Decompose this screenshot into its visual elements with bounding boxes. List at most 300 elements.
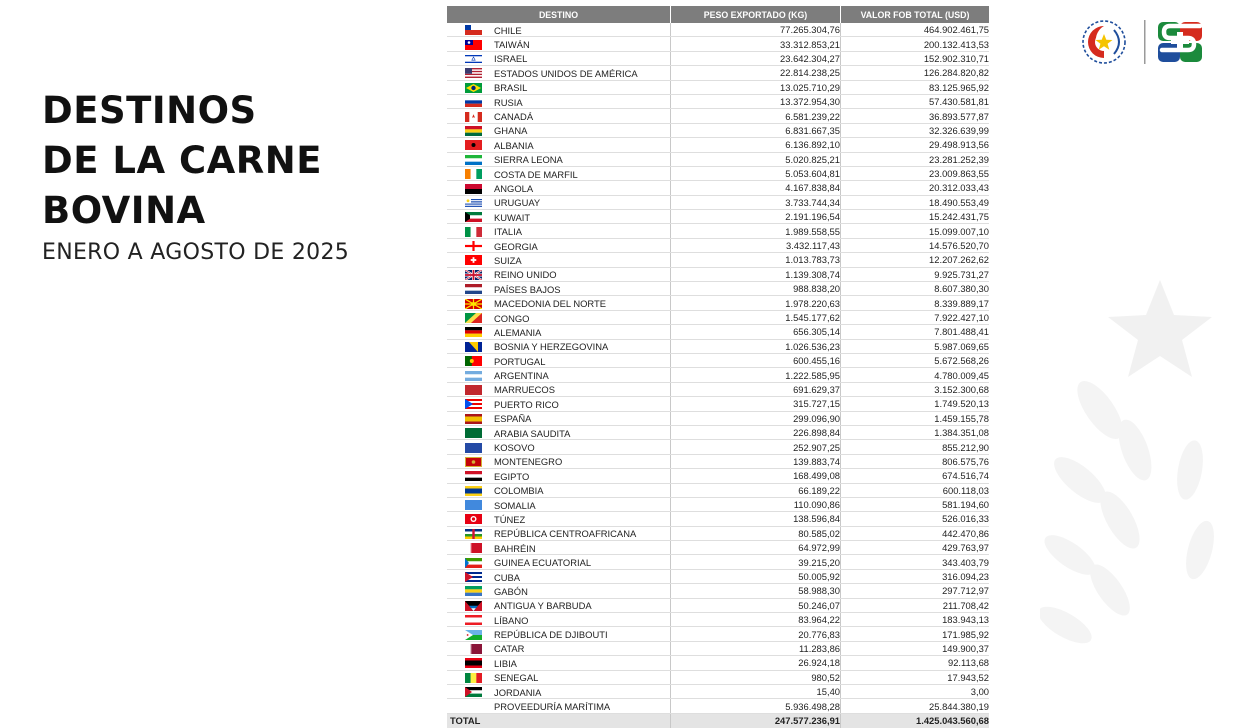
destination-cell bbox=[447, 238, 671, 252]
valor-cell: 442.470,86 bbox=[841, 526, 990, 540]
destination-cell bbox=[447, 497, 671, 511]
destination-cell bbox=[447, 382, 671, 396]
valor-cell: 200.132.413,53 bbox=[841, 37, 990, 51]
table-row bbox=[447, 253, 989, 267]
destination-cell bbox=[447, 210, 671, 224]
table-row bbox=[447, 267, 989, 281]
peso-cell: 1.989.558,55 bbox=[671, 224, 841, 238]
destination-cell bbox=[447, 310, 671, 324]
table-body bbox=[447, 23, 989, 713]
country-flag-icon bbox=[465, 97, 482, 107]
valor-cell: 211.708,42 bbox=[841, 598, 990, 612]
destination-name: LÍBANO bbox=[494, 614, 529, 626]
valor-cell: 171.985,92 bbox=[841, 627, 990, 641]
valor-cell: 5.987.069,65 bbox=[841, 339, 990, 353]
country-flag-icon bbox=[465, 356, 482, 366]
valor-cell: 1.384.351,08 bbox=[841, 425, 990, 439]
country-flag-icon bbox=[465, 140, 482, 150]
table-row bbox=[447, 51, 989, 65]
valor-cell: 20.312.033,43 bbox=[841, 181, 990, 195]
table-row bbox=[447, 238, 989, 252]
valor-cell: 1.749.520,13 bbox=[841, 397, 990, 411]
valor-cell: 152.902.310,71 bbox=[841, 51, 990, 65]
destination-cell bbox=[447, 23, 671, 37]
country-flag-icon bbox=[465, 428, 482, 438]
peso-cell: 66.189,22 bbox=[671, 483, 841, 497]
table-row bbox=[447, 641, 989, 655]
peso-cell: 1.222.585,95 bbox=[671, 368, 841, 382]
destination-name: BRASIL bbox=[494, 82, 528, 94]
valor-cell: 3.152.300,68 bbox=[841, 382, 990, 396]
table-row bbox=[447, 656, 989, 670]
peso-cell: 315.727,15 bbox=[671, 397, 841, 411]
country-flag-icon bbox=[465, 558, 482, 568]
table-row bbox=[447, 684, 989, 698]
country-flag-icon bbox=[465, 241, 482, 251]
country-flag-icon bbox=[465, 673, 482, 683]
destination-name: ANTIGUA Y BARBUDA bbox=[494, 600, 592, 612]
destination-name: COLOMBIA bbox=[494, 485, 544, 497]
country-flag-icon bbox=[465, 169, 482, 179]
destination-cell bbox=[447, 656, 671, 670]
peso-cell: 299.096,90 bbox=[671, 411, 841, 425]
table-row bbox=[447, 382, 989, 396]
peso-cell: 5.020.825,21 bbox=[671, 152, 841, 166]
destination-name: SOMALIA bbox=[494, 499, 536, 511]
country-flag-icon bbox=[465, 630, 482, 640]
country-flag-icon bbox=[465, 40, 482, 50]
table-row bbox=[447, 195, 989, 209]
destination-name: MACEDONIA DEL NORTE bbox=[494, 298, 606, 310]
peso-cell: 6.136.892,10 bbox=[671, 138, 841, 152]
country-flag-icon bbox=[465, 644, 482, 654]
valor-cell: 343.403,79 bbox=[841, 555, 990, 569]
valor-cell: 29.498.913,56 bbox=[841, 138, 990, 152]
destination-name: GABÓN bbox=[494, 585, 528, 597]
table-row bbox=[447, 541, 989, 555]
destination-name: SIERRA LEONA bbox=[494, 154, 563, 166]
destinations-table bbox=[447, 6, 989, 728]
destination-name: LIBIA bbox=[494, 657, 517, 669]
valor-cell: 14.576.520,70 bbox=[841, 238, 990, 252]
table-row bbox=[447, 80, 989, 94]
destination-name: ARABIA SAUDITA bbox=[494, 427, 571, 439]
peso-cell: 11.283,86 bbox=[671, 641, 841, 655]
destination-name: URUGUAY bbox=[494, 197, 541, 209]
destination-cell bbox=[447, 80, 671, 94]
peso-cell: 6.831.667,35 bbox=[671, 123, 841, 137]
destination-name: MARRUECOS bbox=[494, 384, 555, 396]
table-row bbox=[447, 469, 989, 483]
country-flag-icon bbox=[465, 385, 482, 395]
country-flag-icon bbox=[465, 514, 482, 524]
peso-cell: 80.585,02 bbox=[671, 526, 841, 540]
country-flag-icon bbox=[465, 112, 482, 122]
peso-cell: 13.025.710,29 bbox=[671, 80, 841, 94]
country-flag-icon bbox=[465, 313, 482, 323]
title-line-3: BOVINA bbox=[42, 189, 206, 232]
peso-cell: 15,40 bbox=[671, 684, 841, 698]
table-row bbox=[447, 353, 989, 367]
destination-name: KUWAIT bbox=[494, 211, 531, 223]
table-row bbox=[447, 339, 989, 353]
destination-cell bbox=[447, 584, 671, 598]
valor-cell: 8.339.889,17 bbox=[841, 296, 990, 310]
destination-cell bbox=[447, 526, 671, 540]
peso-cell: 3.432.117,43 bbox=[671, 238, 841, 252]
country-flag-icon bbox=[465, 543, 482, 553]
valor-cell: 855.212,90 bbox=[841, 440, 990, 454]
destination-cell bbox=[447, 569, 671, 583]
valor-cell: 7.801.488,41 bbox=[841, 325, 990, 339]
destination-name: KOSOVO bbox=[494, 442, 535, 454]
subtitle: ENERO A AGOSTO DE 2025 bbox=[42, 240, 350, 265]
destination-name: REINO UNIDO bbox=[494, 269, 557, 281]
destination-name: ALBANIA bbox=[494, 139, 534, 151]
valor-cell: 83.125.965,92 bbox=[841, 80, 990, 94]
valor-cell: 57.430.581,81 bbox=[841, 94, 990, 108]
destination-name: PORTUGAL bbox=[494, 355, 546, 367]
destination-cell bbox=[447, 627, 671, 641]
country-flag-icon bbox=[465, 414, 482, 424]
peso-cell: 13.372.954,30 bbox=[671, 94, 841, 108]
total-valor: 1.425.043.560,68 bbox=[841, 713, 990, 728]
destination-cell bbox=[447, 397, 671, 411]
destination-cell bbox=[447, 670, 671, 684]
destination-cell bbox=[447, 123, 671, 137]
destination-name: GHANA bbox=[494, 125, 528, 137]
destination-name: ESTADOS UNIDOS DE AMÉRICA bbox=[494, 67, 638, 79]
valor-cell: 12.207.262,62 bbox=[841, 253, 990, 267]
valor-cell: 316.094,23 bbox=[841, 569, 990, 583]
peso-cell: 2.191.196,54 bbox=[671, 210, 841, 224]
peso-cell: 110.090,86 bbox=[671, 497, 841, 511]
table-row bbox=[447, 598, 989, 612]
country-flag-icon bbox=[465, 68, 482, 78]
valor-cell: 4.780.009,45 bbox=[841, 368, 990, 382]
table-row bbox=[447, 627, 989, 641]
title-block bbox=[42, 86, 349, 265]
laurel-watermark-icon bbox=[1040, 220, 1237, 680]
valor-cell: 3,00 bbox=[841, 684, 990, 698]
table-row bbox=[447, 224, 989, 238]
table-row bbox=[447, 397, 989, 411]
destination-name: BAHRÉIN bbox=[494, 542, 536, 554]
country-flag-icon bbox=[465, 255, 482, 265]
destination-cell bbox=[447, 152, 671, 166]
table-row bbox=[447, 555, 989, 569]
country-flag-icon bbox=[465, 327, 482, 337]
destination-name: GEORGIA bbox=[494, 240, 538, 252]
valor-cell: 5.672.568,26 bbox=[841, 353, 990, 367]
table-row bbox=[447, 613, 989, 627]
country-flag-icon bbox=[465, 184, 482, 194]
valor-cell: 149.900,37 bbox=[841, 641, 990, 655]
destination-name: SUIZA bbox=[494, 254, 522, 266]
peso-cell: 3.733.744,34 bbox=[671, 195, 841, 209]
destination-name: REPÚBLICA CENTROAFRICANA bbox=[494, 528, 637, 540]
valor-cell: 23.281.252,39 bbox=[841, 152, 990, 166]
destination-name: MONTENEGRO bbox=[494, 456, 563, 468]
valor-cell: 15.099.007,10 bbox=[841, 224, 990, 238]
destination-cell bbox=[447, 267, 671, 281]
destination-cell bbox=[447, 195, 671, 209]
destination-cell bbox=[447, 51, 671, 65]
peso-cell: 23.642.304,27 bbox=[671, 51, 841, 65]
destination-cell bbox=[447, 296, 671, 310]
destination-cell bbox=[447, 598, 671, 612]
destination-name: GUINEA ECUATORIAL bbox=[494, 557, 592, 569]
table-row bbox=[447, 296, 989, 310]
destination-name: EGIPTO bbox=[494, 470, 530, 482]
peso-cell: 6.581.239,22 bbox=[671, 109, 841, 123]
peso-cell: 20.776,83 bbox=[671, 627, 841, 641]
paraguay-seal-icon bbox=[1083, 21, 1125, 63]
table-row bbox=[447, 325, 989, 339]
valor-cell: 17.943,52 bbox=[841, 670, 990, 684]
valor-cell: 32.326.639,99 bbox=[841, 123, 990, 137]
valor-cell: 581.194,60 bbox=[841, 497, 990, 511]
table-row bbox=[447, 181, 989, 195]
destination-cell bbox=[447, 94, 671, 108]
destination-name: RUSIA bbox=[494, 96, 523, 108]
title-line-1: DESTINOS bbox=[42, 89, 257, 132]
peso-cell: 4.167.838,84 bbox=[671, 181, 841, 195]
peso-cell: 5.936.498,28 bbox=[671, 699, 841, 713]
valor-cell: 806.575,76 bbox=[841, 454, 990, 468]
peso-cell: 252.907,25 bbox=[671, 440, 841, 454]
peso-cell: 50.246,07 bbox=[671, 598, 841, 612]
table-row bbox=[447, 368, 989, 382]
table-header-row bbox=[447, 6, 989, 23]
destination-cell bbox=[447, 282, 671, 296]
peso-cell: 58.988,30 bbox=[671, 584, 841, 598]
country-flag-icon bbox=[465, 529, 482, 539]
peso-cell: 1.026.536,23 bbox=[671, 339, 841, 353]
valor-cell: 9.925.731,27 bbox=[841, 267, 990, 281]
table-row bbox=[447, 37, 989, 51]
table-row bbox=[447, 310, 989, 324]
country-flag-icon bbox=[465, 586, 482, 596]
destination-cell bbox=[447, 684, 671, 698]
government-logos bbox=[1080, 16, 1210, 68]
valor-cell: 183.943,13 bbox=[841, 613, 990, 627]
country-flag-icon bbox=[465, 25, 482, 35]
valor-cell: 297.712,97 bbox=[841, 584, 990, 598]
destination-name: PAÍSES BAJOS bbox=[494, 283, 561, 295]
table-row bbox=[447, 454, 989, 468]
header-valor: VALOR FOB TOTAL (USD) bbox=[841, 6, 990, 23]
table-row bbox=[447, 526, 989, 540]
country-flag-icon bbox=[465, 471, 482, 481]
header-peso: PESO EXPORTADO (KG) bbox=[671, 6, 841, 23]
valor-cell: 18.490.553,49 bbox=[841, 195, 990, 209]
country-flag-icon bbox=[465, 500, 482, 510]
destination-name: ESPAÑA bbox=[494, 413, 532, 425]
peso-cell: 600.455,16 bbox=[671, 353, 841, 367]
table-row bbox=[447, 440, 989, 454]
destination-name: BOSNIA Y HERZEGOVINA bbox=[494, 341, 609, 353]
country-flag-icon bbox=[465, 342, 482, 352]
country-flag-icon bbox=[465, 572, 482, 582]
peso-cell: 988.838,20 bbox=[671, 282, 841, 296]
peso-cell: 1.978.220,63 bbox=[671, 296, 841, 310]
destination-cell bbox=[447, 253, 671, 267]
valor-cell: 526.016,33 bbox=[841, 512, 990, 526]
country-flag-icon bbox=[465, 443, 482, 453]
peso-cell: 139.883,74 bbox=[671, 454, 841, 468]
destination-cell bbox=[447, 37, 671, 51]
table-row bbox=[447, 425, 989, 439]
table-row bbox=[447, 483, 989, 497]
destination-cell bbox=[447, 541, 671, 555]
valor-cell: 674.516,74 bbox=[841, 469, 990, 483]
country-flag-icon bbox=[465, 457, 482, 467]
peso-cell: 33.312.853,21 bbox=[671, 37, 841, 51]
destination-name: CHILE bbox=[494, 24, 522, 36]
peso-cell: 226.898,84 bbox=[671, 425, 841, 439]
country-flag-icon bbox=[465, 486, 482, 496]
destination-name: SENEGAL bbox=[494, 672, 539, 684]
destination-cell bbox=[447, 512, 671, 526]
table-row bbox=[447, 109, 989, 123]
peso-cell: 980,52 bbox=[671, 670, 841, 684]
country-flag-icon bbox=[465, 687, 482, 697]
table-row bbox=[447, 670, 989, 684]
peso-cell: 691.629,37 bbox=[671, 382, 841, 396]
destination-name: CATAR bbox=[494, 643, 525, 655]
country-flag-icon bbox=[465, 702, 482, 712]
valor-cell: 126.284.820,82 bbox=[841, 66, 990, 80]
table-row bbox=[447, 138, 989, 152]
senacsa-logo-icon bbox=[1158, 22, 1202, 62]
country-flag-icon bbox=[465, 399, 482, 409]
destination-cell bbox=[447, 66, 671, 80]
table-row bbox=[447, 411, 989, 425]
valor-cell: 15.242.431,75 bbox=[841, 210, 990, 224]
destination-name: TAIWÁN bbox=[494, 39, 530, 51]
destination-name: PROVEEDURÍA MARÍTIMA bbox=[494, 701, 611, 713]
country-flag-icon bbox=[465, 198, 482, 208]
destination-cell bbox=[447, 555, 671, 569]
destination-cell bbox=[447, 353, 671, 367]
destination-name: ITALIA bbox=[494, 226, 522, 238]
country-flag-icon bbox=[465, 658, 482, 668]
destination-cell bbox=[447, 339, 671, 353]
valor-cell: 464.902.461,75 bbox=[841, 23, 990, 37]
destination-name: COSTA DE MARFIL bbox=[494, 168, 578, 180]
table-row bbox=[447, 569, 989, 583]
destination-cell bbox=[447, 454, 671, 468]
peso-cell: 22.814.238,25 bbox=[671, 66, 841, 80]
destination-name: TÚNEZ bbox=[494, 513, 526, 525]
destination-cell bbox=[447, 699, 671, 713]
country-flag-icon bbox=[465, 155, 482, 165]
country-flag-icon bbox=[465, 54, 482, 64]
peso-cell: 26.924,18 bbox=[671, 656, 841, 670]
peso-cell: 168.499,08 bbox=[671, 469, 841, 483]
destination-name: CANADÁ bbox=[494, 111, 534, 123]
destination-name: ANGOLA bbox=[494, 183, 534, 194]
country-flag-icon bbox=[465, 270, 482, 280]
destination-cell bbox=[447, 109, 671, 123]
peso-cell: 1.013.783,73 bbox=[671, 253, 841, 267]
destination-cell bbox=[447, 641, 671, 655]
destination-name: JORDANIA bbox=[494, 686, 542, 698]
table-row bbox=[447, 23, 989, 37]
destination-cell bbox=[447, 483, 671, 497]
peso-cell: 77.265.304,76 bbox=[671, 23, 841, 37]
table-row bbox=[447, 94, 989, 108]
table-row bbox=[447, 497, 989, 511]
destination-cell bbox=[447, 469, 671, 483]
destination-cell bbox=[447, 138, 671, 152]
peso-cell: 5.053.604,81 bbox=[671, 166, 841, 180]
country-flag-icon bbox=[465, 615, 482, 625]
table-row bbox=[447, 66, 989, 80]
destination-cell bbox=[447, 224, 671, 238]
destination-cell bbox=[447, 325, 671, 339]
destination-cell bbox=[447, 368, 671, 382]
valor-cell: 7.922.427,10 bbox=[841, 310, 990, 324]
total-label: TOTAL bbox=[447, 713, 671, 728]
table-row bbox=[447, 166, 989, 180]
destination-cell bbox=[447, 425, 671, 439]
peso-cell: 1.545.177,62 bbox=[671, 310, 841, 324]
country-flag-icon bbox=[465, 371, 482, 381]
table-row bbox=[447, 123, 989, 137]
destination-cell bbox=[447, 440, 671, 454]
destination-cell bbox=[447, 181, 671, 195]
valor-cell: 429.763,97 bbox=[841, 541, 990, 555]
valor-cell: 600.118,03 bbox=[841, 483, 990, 497]
valor-cell: 8.607.380,30 bbox=[841, 282, 990, 296]
country-flag-icon bbox=[465, 126, 482, 136]
title-line-2: DE LA CARNE bbox=[42, 139, 322, 182]
table-row bbox=[447, 584, 989, 598]
country-flag-icon bbox=[465, 601, 482, 611]
valor-cell: 36.893.577,87 bbox=[841, 109, 990, 123]
valor-cell: 92.113,68 bbox=[841, 656, 990, 670]
table-row bbox=[447, 152, 989, 166]
peso-cell: 83.964,22 bbox=[671, 613, 841, 627]
table-row bbox=[447, 210, 989, 224]
table-row bbox=[447, 512, 989, 526]
peso-cell: 64.972,99 bbox=[671, 541, 841, 555]
destination-name: PUERTO RICO bbox=[494, 398, 559, 410]
destination-name: ISRAEL bbox=[494, 53, 528, 65]
table-row bbox=[447, 282, 989, 296]
destination-name: CONGO bbox=[494, 312, 530, 324]
destination-name: CUBA bbox=[494, 571, 521, 583]
valor-cell: 23.009.863,55 bbox=[841, 166, 990, 180]
destination-name: ARGENTINA bbox=[494, 370, 549, 382]
table-row bbox=[447, 699, 989, 713]
peso-cell: 1.139.308,74 bbox=[671, 267, 841, 281]
destination-cell bbox=[447, 166, 671, 180]
valor-cell: 25.844.380,19 bbox=[841, 699, 990, 713]
country-flag-icon bbox=[465, 227, 482, 237]
country-flag-icon bbox=[465, 299, 482, 309]
country-flag-icon bbox=[465, 284, 482, 294]
total-row bbox=[447, 713, 989, 728]
country-flag-icon bbox=[465, 83, 482, 93]
destination-name: ALEMANIA bbox=[494, 326, 542, 338]
header-destino: DESTINO bbox=[447, 6, 671, 23]
destination-cell bbox=[447, 411, 671, 425]
destination-cell bbox=[447, 613, 671, 627]
peso-cell: 50.005,92 bbox=[671, 569, 841, 583]
